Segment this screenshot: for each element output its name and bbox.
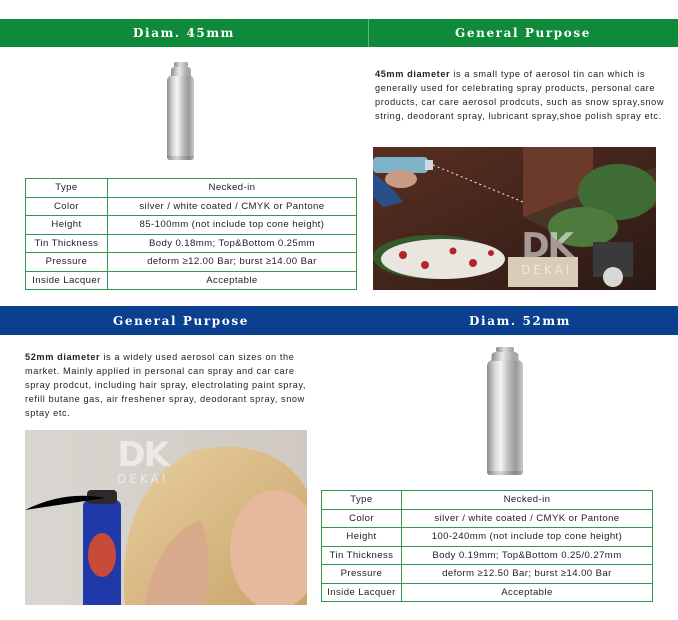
- spec-label: Inside Lacquer: [322, 583, 402, 602]
- dekai-watermark: DK DEKAI: [521, 226, 573, 277]
- description-52mm-body: is a widely used aerosol can sizes on the market. Mainly applied in personal can spray and car care spray prodcut, including hair spray, electrolating paint spray, refill butane gas, air freshener spray, deodorant spray, snow sptay etc.: [25, 352, 307, 418]
- spec-table-45mm: [25, 178, 357, 290]
- spec-label: Pressure: [26, 253, 108, 272]
- description-52mm: [25, 350, 317, 420]
- top-right-header: [368, 19, 678, 47]
- spec-row: [26, 253, 357, 272]
- description-52mm-lead: 52mm diameter: [25, 352, 101, 362]
- spec-label: Color: [322, 509, 402, 528]
- general-purpose-heading-2: General Purpose: [113, 313, 249, 328]
- description-45mm-lead: 45mm diameter: [375, 69, 451, 79]
- spec-label: Inside Lacquer: [26, 271, 108, 290]
- spec-row: [322, 528, 653, 547]
- description-45mm-body: is a small type of aerosol tin can which is generally used for celebrating spray products, personal care products, car care aerosol prodcuts, such as snow spray,snow string, deodorant spray, lubricant spray,shoe polish spray etc.: [375, 69, 665, 121]
- top-header-band: [0, 19, 678, 47]
- spec-value: silver / white coated / CMYK or Pantone: [107, 197, 356, 216]
- spec-row: [26, 271, 357, 290]
- spec-value: Body 0.18mm; Top&Bottom 0.25mm: [107, 234, 356, 253]
- spec-label: Tin Thickness: [26, 234, 108, 253]
- dekai-watermark-2: DK DEKAI: [117, 435, 169, 486]
- spec-row: [26, 197, 357, 216]
- spec-row: [322, 509, 653, 528]
- spec-value: deform ≥12.50 Bar; burst ≥14.00 Bar: [401, 565, 652, 584]
- spec-label: Type: [26, 179, 108, 198]
- spec-table-52mm: [321, 490, 653, 602]
- description-45mm: [375, 67, 665, 123]
- spec-row: [322, 491, 653, 510]
- spec-value: Body 0.19mm; Top&Bottom 0.25/0.27mm: [401, 546, 652, 565]
- spec-row: [322, 546, 653, 565]
- spec-label: Type: [322, 491, 402, 510]
- diam-52-heading: Diam. 52mm: [469, 313, 571, 328]
- spec-row: [26, 216, 357, 235]
- watermark-text-2: DEKAI: [117, 472, 169, 486]
- general-purpose-heading: General Purpose: [455, 26, 591, 40]
- can-52mm-image: [487, 360, 523, 475]
- spec-value: silver / white coated / CMYK or Pantone: [401, 509, 652, 528]
- bottom-header-band: [0, 306, 678, 335]
- watermark-text: DEKAI: [521, 263, 573, 277]
- spec-label: Height: [322, 528, 402, 547]
- spec-row: [26, 234, 357, 253]
- snow-spray-illustration: [373, 147, 656, 290]
- spec-value: deform ≥12.00 Bar; burst ≥14.00 Bar: [107, 253, 356, 272]
- spec-value: 85-100mm (not include top cone height): [107, 216, 356, 235]
- band-divider: [368, 19, 369, 47]
- hair-spray-photo: [25, 430, 307, 605]
- spec-value: Acceptable: [107, 271, 356, 290]
- bottom-left-header: [0, 306, 362, 335]
- spec-row: [322, 583, 653, 602]
- bottom-right-header: [362, 306, 678, 335]
- top-left-header: [0, 19, 368, 47]
- spec-label: Color: [26, 197, 108, 216]
- diam-45-heading: Diam. 45mm: [133, 26, 235, 40]
- spec-value: Necked-in: [107, 179, 356, 198]
- spec-label: Height: [26, 216, 108, 235]
- spec-label: Pressure: [322, 565, 402, 584]
- snow-spray-photo: [373, 147, 656, 290]
- spec-row: [322, 565, 653, 584]
- spec-value: Necked-in: [401, 491, 652, 510]
- spec-label: Tin Thickness: [322, 546, 402, 565]
- can-45mm-image: [167, 75, 194, 160]
- spec-row: [26, 179, 357, 198]
- spec-value: Acceptable: [401, 583, 652, 602]
- spec-value: 100-240mm (not include top cone height): [401, 528, 652, 547]
